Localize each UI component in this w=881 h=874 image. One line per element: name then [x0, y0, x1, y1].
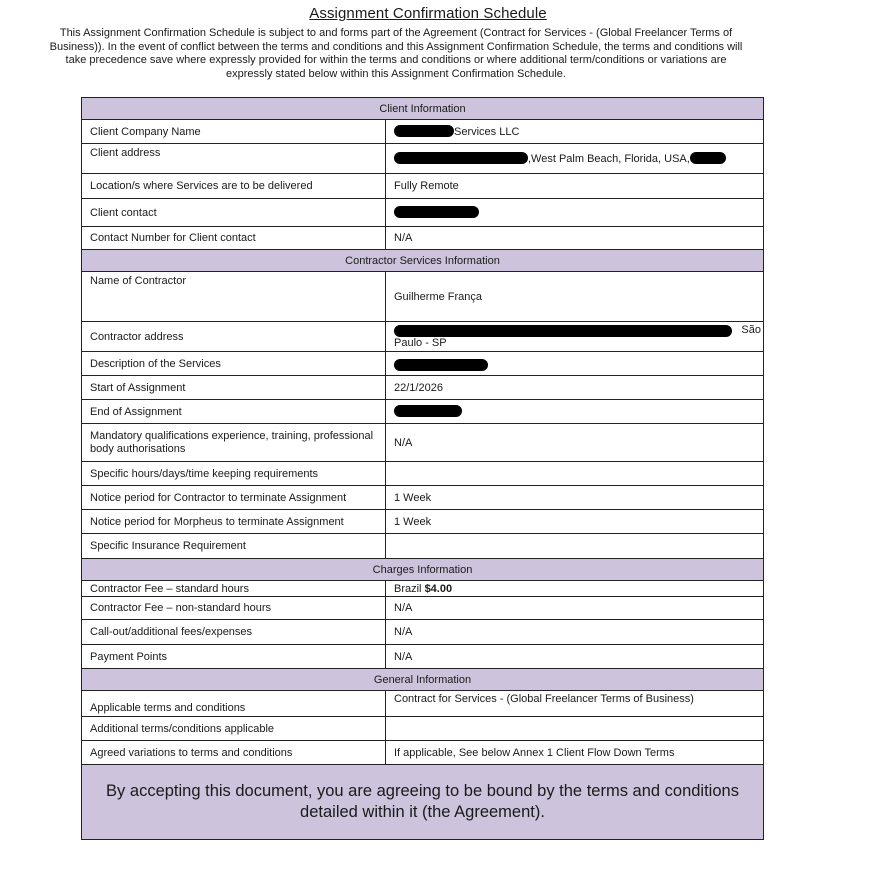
contractor-address-city-start: São — [741, 324, 761, 336]
section-header-client — [82, 98, 764, 120]
client-company-value — [386, 120, 764, 144]
contractor-name-value: Guilherme França — [386, 272, 764, 322]
qualifications-label: Mandatory qualifications experience, training, professional body authorisations — [82, 424, 386, 462]
table-row — [82, 424, 764, 462]
contractor-address-value — [386, 322, 764, 352]
table-row — [82, 322, 764, 352]
redaction-mark — [690, 152, 726, 164]
redaction-mark — [394, 325, 732, 337]
acceptance-footer — [82, 765, 764, 840]
table-row — [82, 581, 764, 597]
location-value: Fully Remote — [386, 174, 764, 199]
section-header-contractor — [82, 250, 764, 272]
table-row — [82, 597, 764, 620]
table-row — [82, 272, 764, 322]
section-header-charges — [82, 559, 764, 581]
nonstandard-fee-value: N/A — [386, 597, 764, 620]
section-header-general — [82, 669, 764, 691]
contractor-name-label: Name of Contractor — [82, 272, 386, 322]
insurance-label: Specific Insurance Requirement — [82, 534, 386, 559]
standard-fee-label: Contractor Fee – standard hours — [82, 581, 386, 597]
table-row — [82, 376, 764, 400]
table-row — [82, 645, 764, 669]
client-company-label: Client Company Name — [82, 120, 386, 144]
document-title: Assignment Confirmation Schedule — [309, 5, 547, 22]
hours-value — [386, 462, 764, 486]
table-row — [82, 120, 764, 144]
end-label: End of Assignment — [82, 400, 386, 424]
nonstandard-fee-label: Contractor Fee – non-standard hours — [82, 597, 386, 620]
client-address-text: ,West Palm Beach, Florida, USA, — [528, 153, 690, 165]
standard-fee-amount: $4.00 — [424, 582, 453, 595]
payment-points-value: N/A — [386, 645, 764, 669]
start-value: 22/1/2026 — [386, 376, 764, 400]
standard-fee-country: Brazil — [394, 582, 425, 595]
callout-fee-value: N/A — [386, 620, 764, 645]
terms-value: Contract for Services - (Global Freelancer Terms of Business) — [386, 691, 764, 717]
end-value — [386, 400, 764, 424]
client-phone-value: N/A — [386, 227, 764, 250]
table-row — [82, 741, 764, 765]
redaction-mark — [394, 152, 528, 164]
location-label: Location/s where Services are to be delivered — [82, 174, 386, 199]
standard-fee-value — [386, 581, 764, 597]
acceptance-statement: By accepting this document, you are agreeing to be bound by the terms and conditions detailed within it (the Agreement). — [82, 765, 764, 840]
table-row — [82, 227, 764, 250]
table-row — [82, 144, 764, 174]
client-contact-label: Client contact — [82, 199, 386, 227]
intro-paragraph: This Assignment Confirmation Schedule is subject to and forms part of the Agreement (Contract for Services - (Global Freelancer Terms of Business)). In the event of conflict between the terms and conditions and this Assignment Confirmation Schedule, the terms and conditions will take precedence save where expressly provided for within the terms and conditions or where additional term/conditions or variations are expressly stated below within this Assignment Confirmation Schedule. — [49, 27, 743, 80]
redaction-mark — [394, 206, 479, 218]
payment-points-label: Payment Points — [82, 645, 386, 669]
contractor-address-label: Contractor address — [82, 322, 386, 352]
notice-morpheus-value: 1 Week — [386, 510, 764, 534]
client-address-label: Client address — [82, 144, 386, 174]
table-row — [82, 174, 764, 199]
redaction-mark — [394, 405, 462, 417]
table-row — [82, 620, 764, 645]
table-row — [82, 717, 764, 741]
terms-label: Applicable terms and conditions — [82, 691, 386, 717]
redaction-mark — [394, 125, 454, 137]
redaction-mark — [394, 359, 488, 371]
variations-value: If applicable, See below Annex 1 Client Flow Down Terms — [386, 741, 764, 765]
notice-contractor-label: Notice period for Contractor to terminate Assignment — [82, 486, 386, 510]
client-company-text: Services LLC — [454, 126, 520, 138]
section-title: General Information — [82, 669, 764, 691]
table-row — [82, 486, 764, 510]
description-value — [386, 352, 764, 376]
assignment-schedule-table — [81, 97, 764, 840]
contractor-address-line2: Paulo - SP — [394, 337, 447, 349]
hours-label: Specific hours/days/time keeping requirements — [82, 462, 386, 486]
qualifications-value: N/A — [386, 424, 764, 462]
start-label: Start of Assignment — [82, 376, 386, 400]
client-address-value — [386, 144, 764, 174]
section-title: Contractor Services Information — [82, 250, 764, 272]
table-row — [82, 199, 764, 227]
client-phone-label: Contact Number for Client contact — [82, 227, 386, 250]
table-row — [82, 691, 764, 717]
table-row — [82, 534, 764, 559]
client-contact-value — [386, 199, 764, 227]
section-title: Charges Information — [82, 559, 764, 581]
table-row — [82, 510, 764, 534]
insurance-value — [386, 534, 764, 559]
table-row — [82, 352, 764, 376]
additional-terms-label: Additional terms/conditions applicable — [82, 717, 386, 741]
table-row — [82, 462, 764, 486]
callout-fee-label: Call-out/additional fees/expenses — [82, 620, 386, 645]
notice-morpheus-label: Notice period for Morpheus to terminate Assignment — [82, 510, 386, 534]
variations-label: Agreed variations to terms and conditions — [82, 741, 386, 765]
additional-terms-value — [386, 717, 764, 741]
description-label: Description of the Services — [82, 352, 386, 376]
section-title: Client Information — [82, 98, 764, 120]
notice-contractor-value: 1 Week — [386, 486, 764, 510]
table-row — [82, 400, 764, 424]
